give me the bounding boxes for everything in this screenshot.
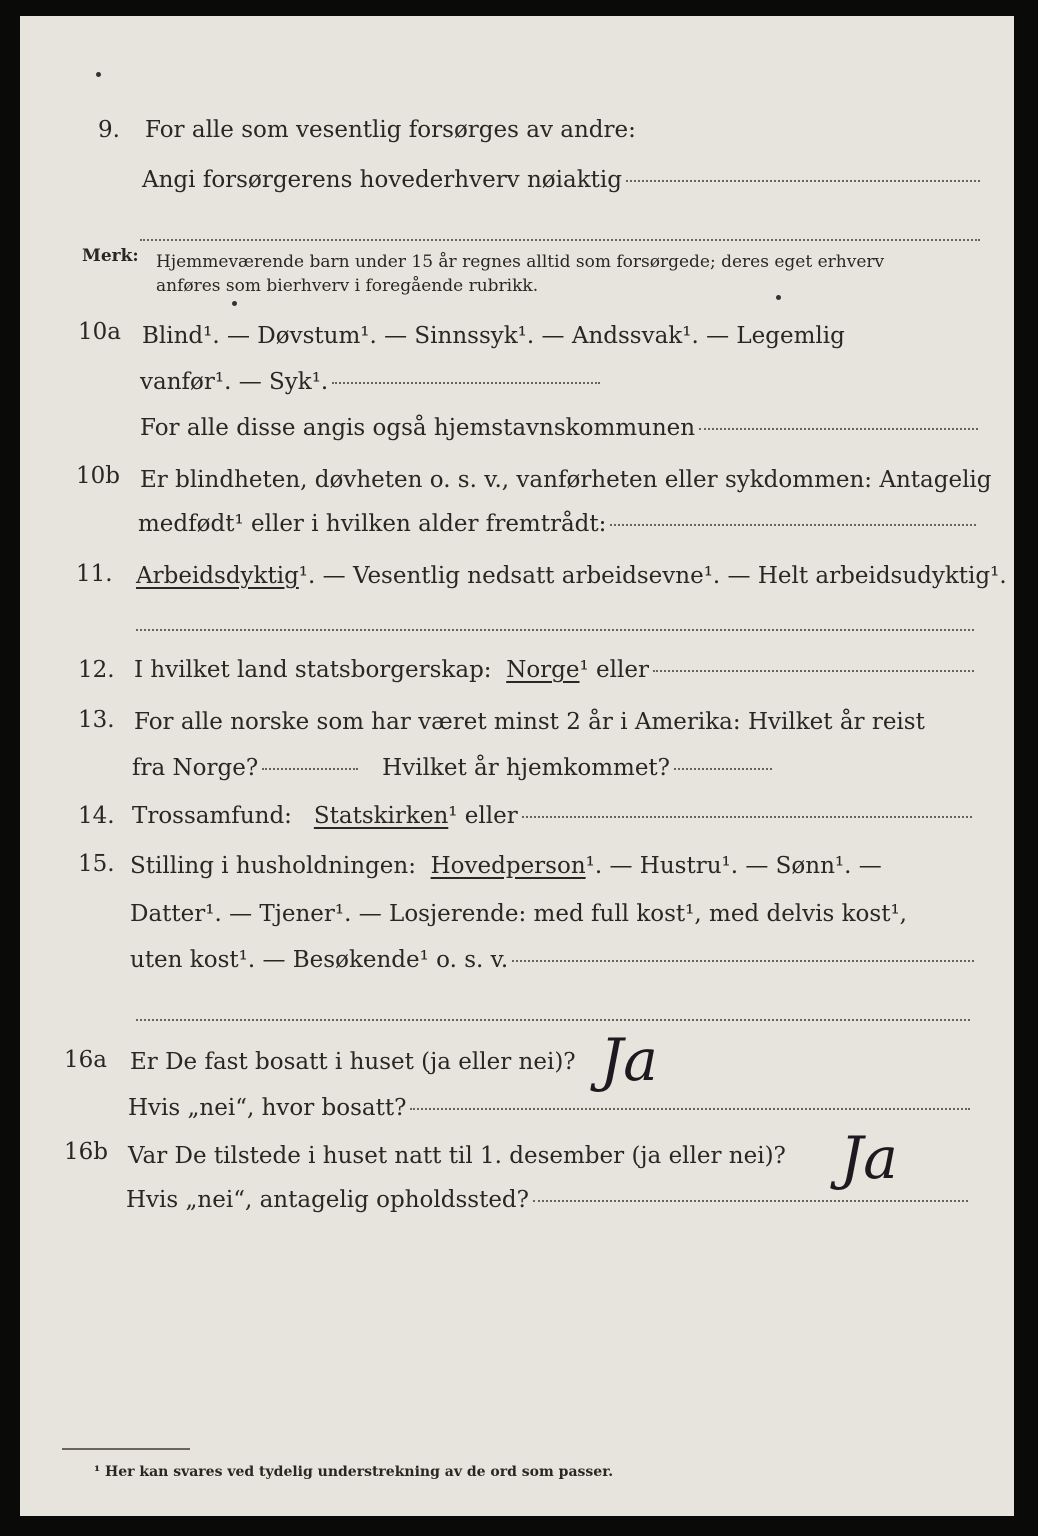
q11-line: Arbeidsdyktig ¹. — Vesentlig nedsatt arbeidsevne¹. — Helt arbeidsudyktig¹.: [136, 563, 1007, 589]
merk-note: Merk:: [82, 246, 139, 266]
speck: [776, 295, 781, 300]
q15-line2: Datter¹. — Tjener¹. — Losjerende: med full kost¹, med delvis kost¹,: [130, 901, 907, 927]
q10b-number: 10b: [76, 463, 120, 489]
merk-line1: Hjemmeværende barn under 15 år regnes alltid som forsørgede; deres eget erhverv: [156, 252, 885, 272]
q16a-line1: Er De fast bosatt i huset (ja eller nei)?: [130, 1049, 576, 1075]
q15-option-hovedperson[interactable]: Hovedperson: [430, 853, 586, 879]
merk-line2: anføres som bierhverv i foregående rubrikk.: [156, 276, 539, 296]
q12-option-norge[interactable]: Norge: [506, 657, 580, 683]
q16b-answer-line[interactable]: [533, 1199, 968, 1202]
q9-answer-line-2[interactable]: [140, 238, 980, 241]
q10b-answer-line[interactable]: [610, 523, 976, 526]
q13-line2: fra Norge? Hvilket år hjemkommet?: [132, 754, 772, 782]
q10a-answer-line[interactable]: [332, 381, 600, 384]
q16b-handwritten-answer: Ja: [840, 1124, 898, 1192]
q10a-line2: vanfør¹. — Syk¹.: [140, 368, 600, 396]
q14-number: 14.: [78, 803, 115, 829]
q13-year-left-line[interactable]: [262, 767, 358, 770]
footnote-rule: [62, 1448, 190, 1450]
q16b-number: 16b: [64, 1139, 108, 1165]
q10a-line1: Blind¹. — Døvstum¹. — Sinnssyk¹. — Andssvak¹. — Legemlig: [142, 323, 845, 349]
census-form-page: [20, 16, 1014, 1516]
q11-number: 11.: [76, 561, 113, 587]
q15-answer-line-2[interactable]: [136, 1018, 970, 1021]
q15-line1: Stilling i husholdningen: Hovedperson ¹. — Hustru¹. — Sønn¹. —: [130, 853, 882, 879]
q16a-handwritten-answer: Ja: [600, 1026, 658, 1094]
q13-line1: For alle norske som har været minst 2 år i Amerika: Hvilket år reist: [134, 709, 925, 735]
q11-answer-line[interactable]: [136, 628, 974, 631]
q10a-hometown-line[interactable]: [699, 427, 978, 430]
q10b-line2: medfødt¹ eller i hvilken alder fremtrådt:: [138, 510, 976, 538]
q10a-number: 10a: [78, 319, 121, 345]
q12-answer-line[interactable]: [653, 669, 974, 672]
q11-option-arbeidsdyktig[interactable]: Arbeidsdyktig: [136, 563, 299, 589]
q14-option-statskirken[interactable]: Statskirken: [313, 803, 449, 829]
q9-number: 9.: [98, 117, 120, 143]
q9-line2: Angi forsørgerens hovederhverv nøiaktig: [142, 166, 980, 194]
q16b-line1: Var De tilstede i huset natt til 1. desember (ja eller nei)?: [128, 1143, 786, 1169]
q9-answer-line[interactable]: [626, 179, 980, 182]
footnote: ¹ Her kan svares ved tydelig understrekning av de ord som passer.: [94, 1464, 614, 1480]
q15-answer-line[interactable]: [512, 959, 974, 962]
speck: [232, 301, 237, 306]
q10b-line1: Er blindheten, døvheten o. s. v., vanførheten eller sykdommen: Antagelig: [140, 467, 992, 493]
q10a-line3: For alle disse angis også hjemstavnskommunen: [140, 414, 978, 442]
q14-answer-line[interactable]: [522, 815, 972, 818]
q14-line: Trossamfund: Statskirken ¹ eller: [132, 802, 972, 830]
q12-number: 12.: [78, 657, 115, 683]
q15-line3: uten kost¹. — Besøkende¹ o. s. v.: [130, 946, 974, 974]
speck: [96, 72, 101, 77]
q16b-line2: Hvis „nei“, antagelig opholdssted?: [126, 1186, 968, 1214]
q16a-line2: Hvis „nei“, hvor bosatt?: [128, 1094, 970, 1122]
q15-number: 15.: [78, 851, 115, 877]
q9-line1: For alle som vesentlig forsørges av andre:: [145, 117, 636, 143]
q13-year-returned-line[interactable]: [674, 767, 772, 770]
q13-number: 13.: [78, 707, 115, 733]
q12-line: I hvilket land statsborgerskap: Norge ¹ eller: [134, 656, 974, 684]
q16a-number: 16a: [64, 1047, 107, 1073]
q16a-answer-line[interactable]: [410, 1107, 970, 1110]
